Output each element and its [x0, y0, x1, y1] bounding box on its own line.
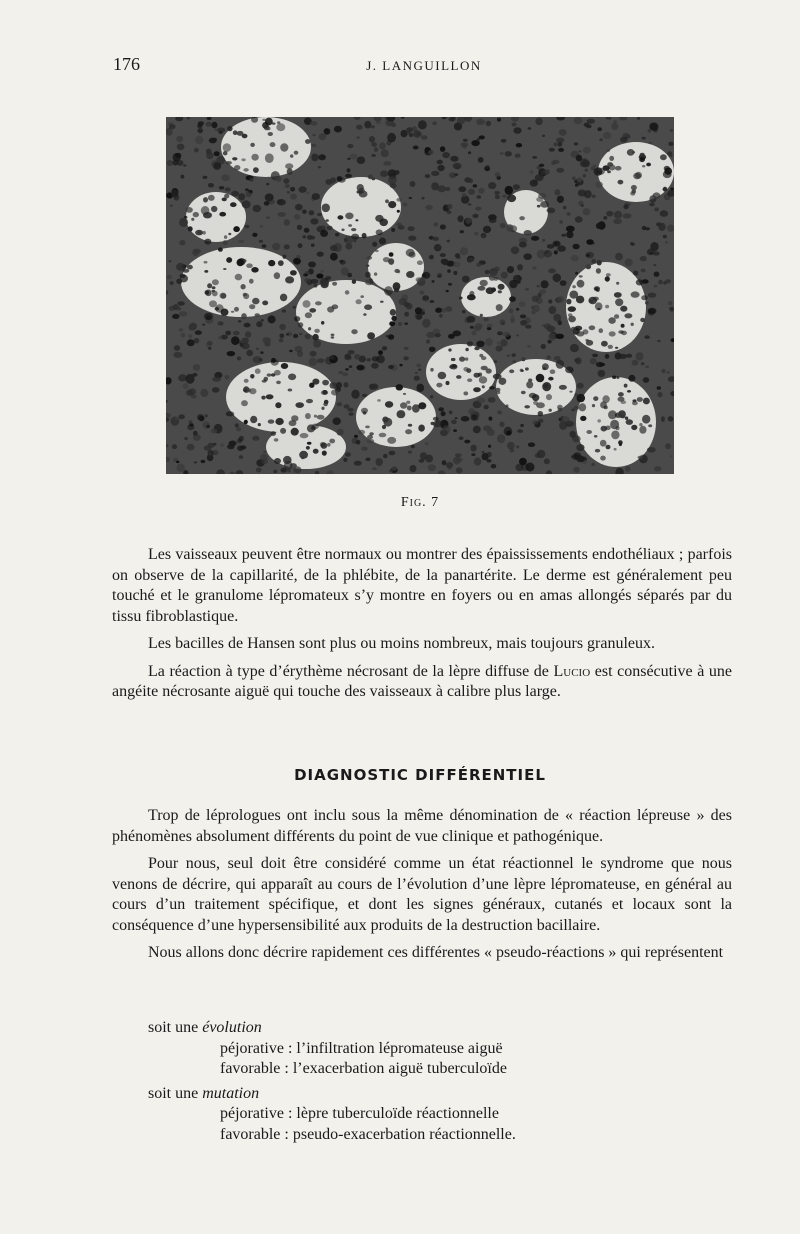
- section1-text: [112, 545, 732, 710]
- section-heading: DIAGNOSTIC DIFFÉRENTIEL: [294, 766, 546, 784]
- running-head: J. LANGUILLON: [366, 58, 482, 73]
- list-prefix: soit une: [148, 1019, 203, 1036]
- figure-caption: Fig. 7: [400, 495, 440, 510]
- classification-list: [148, 1018, 516, 1145]
- list-subitem: péjorative : lèpre tuberculoïde réactionnelle: [220, 1105, 499, 1122]
- list-item: [148, 1018, 516, 1039]
- list-item: [148, 1084, 516, 1105]
- paragraph: [112, 662, 732, 703]
- page-number: 176: [113, 54, 140, 74]
- list-subitem: péjorative : l’infiltration lépromateuse aiguë: [220, 1039, 503, 1057]
- paragraph: Trop de léprologues ont inclu sous la même dénomination de « réaction lépreuse » des phénomènes absolument différents du point de vue clinique et pathogénique.: [112, 807, 732, 845]
- micrograph-figure: [166, 117, 674, 474]
- paragraph-text: est consécutive à une angéite nécrosante aiguë qui touche des vaisseaux à calibre plus large.: [112, 662, 733, 700]
- paragraph: Pour nous, seul doit être considéré comme un état réactionnel le syndrome que nous venons de décrire, qui apparaît au cours de l’évolution d’une lèpre lépromateuse, en général au cours d’un traitement spécifique, et dont les signes généraux, cutanés et locaux sont la conséquence d’une hypersensibilité aux produits de la destruction bacillaire.: [112, 855, 732, 934]
- author-name: Lucio: [553, 662, 591, 680]
- list-subitem: favorable : pseudo-exacerbation réactionnelle.: [220, 1125, 516, 1143]
- list-term: évolution: [202, 1019, 262, 1036]
- list-term: mutation: [202, 1084, 260, 1102]
- list-prefix: soit une: [148, 1084, 203, 1102]
- list-subitem: favorable : l’exacerbation aiguë tuberculoïde: [220, 1060, 507, 1077]
- paragraph: Nous allons donc décrire rapidement ces différentes « pseudo-réactions » qui représentent: [148, 944, 724, 961]
- paragraph: Les vaisseaux peuvent être normaux ou montrer des épaississements endothéliaux ; parfois on observe de la capillarité, de la phlébite, de la panartérite. Le derme est généralement peu touché et le granulome lépromateux s’y montre en foyers ou en amas allongés séparés par du tissu fibroblastique.: [112, 546, 732, 625]
- paragraph-text: La réaction à type d’érythème nécrosant de la lèpre diffuse de: [148, 662, 554, 680]
- paragraph: Les bacilles de Hansen sont plus ou moins nombreux, mais toujours granuleux.: [148, 635, 656, 652]
- micrograph-image: [166, 117, 674, 474]
- section2-text: [112, 806, 732, 971]
